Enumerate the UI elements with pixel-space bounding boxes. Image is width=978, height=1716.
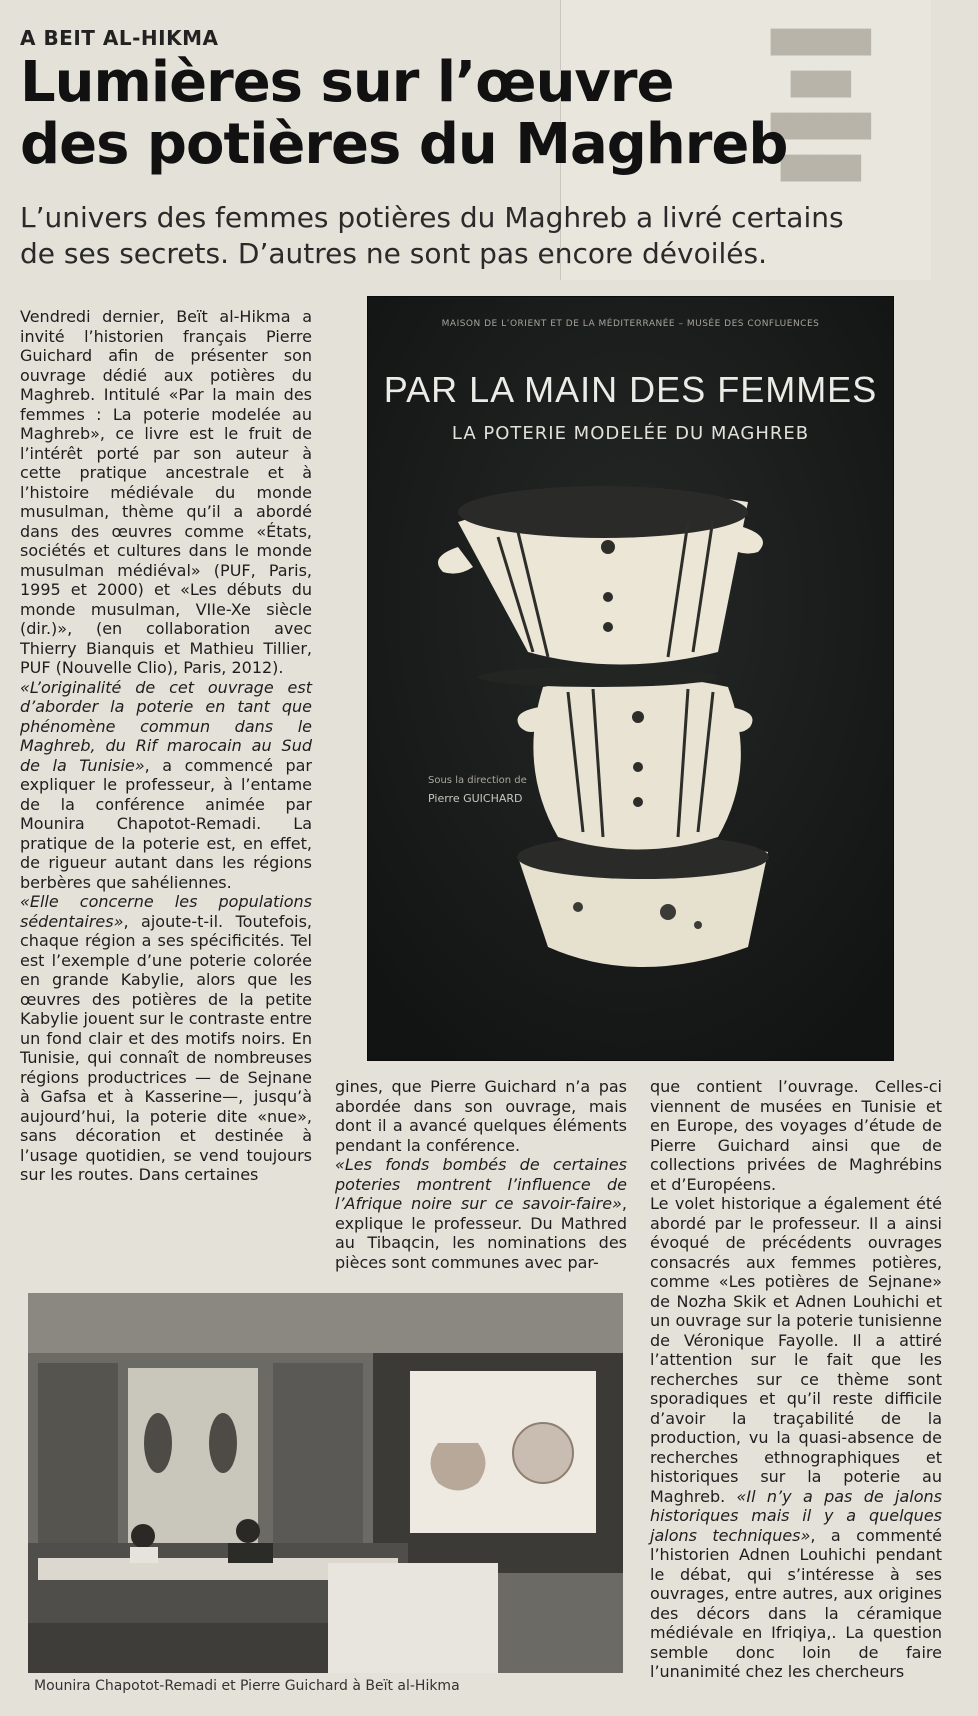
headline-line-2: des potières du Maghreb [20,112,788,177]
publisher-line: MAISON DE L’ORIENT ET DE LA MÉDITERRANÉE – MUSÉE DES CONFLUENCES [441,319,820,329]
paragraph: que contient l’ouvrage. Celles-ci viennent de musées en Tunisie et en Europe, des voyages d’étude de Pierre Guichard ainsi que de collections privées de Maghrébins et d’Européens. [650,1077,942,1194]
quote: «Elle concerne les populations sédentaires» [20,892,312,931]
paragraph [335,1155,627,1272]
book-subtitle: LA POTERIE MODELÉE DU MAGHREB [451,423,810,444]
article-column-3 [650,1077,942,1682]
quote: «L’originalité de cet ouvrage est d’aborder la poterie en tant que phénomène commun dans le Maghreb, du Rif marocain au Sud de la Tunisie» [20,677,312,775]
photo-caption: Mounira Chapotot-Remadi et Pierre Guichard à Beït al-Hikma [34,1678,460,1694]
book-title: PAR LA MAIN DES FEMMES [383,369,878,410]
bleed-ghost-shapes: ▇▇▇▇▇ ▇▇▇ ▇▇▇▇▇ ▇▇▇▇ [771,26,871,182]
book-direction-label: Sous la direction de [428,775,527,786]
paragraph [650,1194,942,1682]
paragraph [20,678,312,893]
headline-line-1: Lumières sur l’œuvre [20,50,674,115]
deck-line-1: L’univers des femmes potières du Maghreb a livré certains [20,201,844,234]
section-kicker: A BEIT AL-HIKMA [20,26,219,50]
paragraph [20,892,312,1185]
book-cover-image [368,297,893,1060]
paragraph-text: , a commencé par expliquer le professeur, à l’entame de la conférence animée par Mounira Chapotot-Remadi. La pratique de la poterie est, en effet, de rigueur autant dans les régions berbères que sahéliennes. [20,755,312,892]
paragraph: Vendredi dernier, Beït al-Hikma a invité l’historien français Pierre Guichard afin de présenter son ouvrage dédié aux potières du Maghreb. Intitulé «Par la main des femmes : La poterie modelée au Maghreb», ce livre est le fruit de l’intérêt porté par son auteur à cette pratique ancestrale et à l’histoire médiévale du monde musulman, thème qu’il a abordé dans des œuvres comme «États, sociétés et cultures dans le monde musulman médiéval» (PUF, Paris, 1995 et 2000) et «Les débuts du monde musulman, VIIe-Xe siècle (dir.)», (en collaboration avec Thierry Bianquis et Mathieu Tillier, PUF (Nouvelle Clio), Paris, 2012). [20,307,312,677]
book-author: Pierre GUICHARD [428,792,523,805]
deck-line-2: de ses secrets. D’autres ne sont pas encore dévoilés. [20,237,767,270]
paragraph-text: Le volet historique a également été abordé par le professeur. Il a ainsi évoqué de précédents ouvrages consacrés aux femmes potières, comme «Les potières de Sejnane» de Nozha Skik et Adnen Louhichi et un ouvrage sur la poterie tunisienne de Véronique Fayolle. Il a attiré l’attention sur le fait que les recherches sur ce thème sont sporadiques et qu’il reste difficile d’avoir la traçabilité de la production, vu la quasi-absence de recherches ethnographiques et historiques sur la poterie au Maghreb. [650,1194,942,1506]
quote: «Les fonds bombés de certaines poteries montrent l’influence de l’Afrique noire sur ce savoir-faire» [335,1155,627,1213]
article-column-1 [20,307,312,1185]
conference-room-illustration [28,1293,623,1673]
pottery-illustration [368,297,893,1060]
paragraph: gines, que Pierre Guichard n’a pas abordée dans son ouvrage, mais dont il a avancé quelques éléments pendant la conférence. [335,1077,627,1155]
paragraph-text: , ajoute-t-il. Toutefois, chaque région a ses spécificités. Tel est l’exemple d’une poterie colorée en grande Kabylie, alors que les œuvres des potières de la petite Kabylie jouent sur le contraste entre un fond clair et des motifs noirs. En Tunisie, qui connaît de nombreuses régions productrices — de Sejnane à Gafsa et à Kasserine—, jusqu’à aujourd’hui, la poterie dite «nue», sans décoration et destinée à l’usage quotidien, se vend toujours sur les routes. Dans certaines [20,911,312,1184]
conference-photo [28,1293,623,1673]
paragraph-text: , explique le professeur. Du Mathred au Tibaqcin, les nominations des pièces sont communes avec par- [335,1194,627,1272]
article-column-2 [335,1077,627,1272]
headline [20,52,920,176]
paragraph-text: , a commenté l’historien Adnen Louhichi pendant le débat, qui s’intéresse à ses ouvrages, entre autres, aux origines des décors dans la céramique médiévale en Ifriqiya,. La question semble donc loin de faire l’unanimité chez les chercheurs [650,1525,942,1681]
quote: «Il n’y a pas de jalons historiques mais il y a quelques jalons techniques» [650,1486,942,1545]
deck [20,200,920,272]
